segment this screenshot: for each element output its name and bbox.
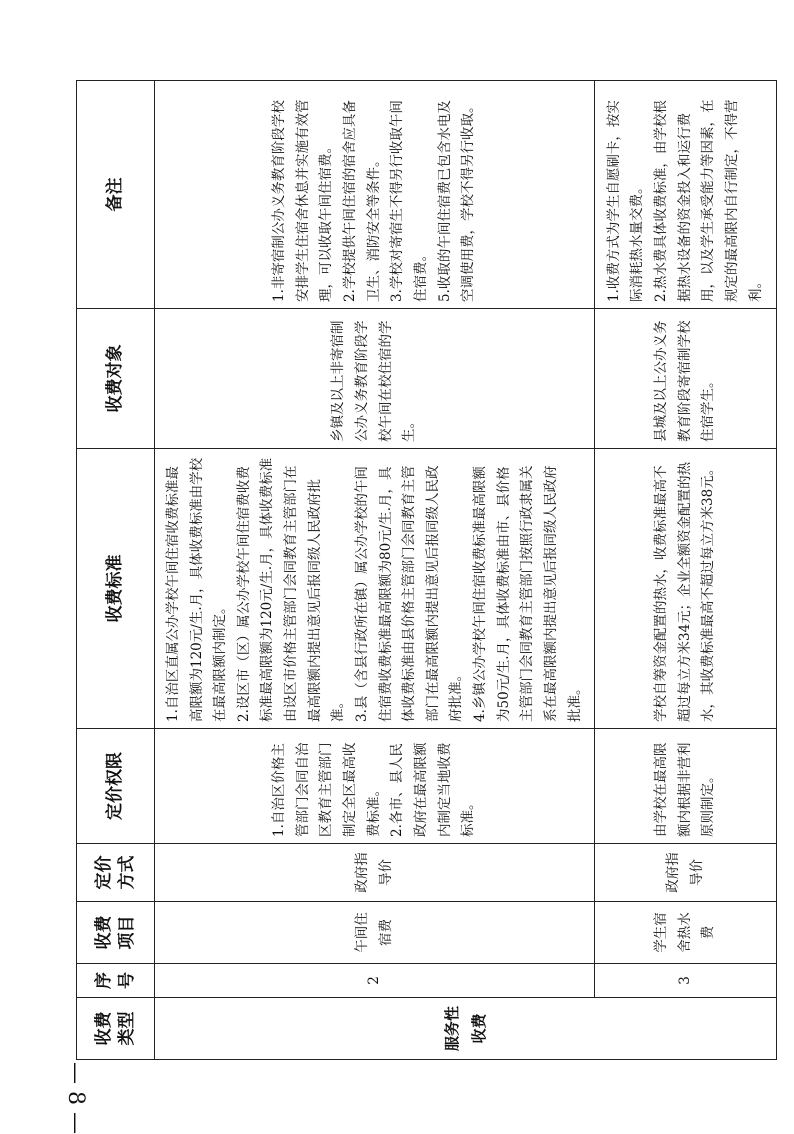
- remarks-text: 1.收费方式为学生自愿刷卡，按实际消耗热水量交费。: [605, 100, 646, 302]
- standard-text: 1.自治区直属公办学校午间住宿收费标准最高限额为120元/生.月，具体收费标准由学校在最高限额内制定。: [164, 457, 229, 722]
- header-pricing-mode: 定价方式: [77, 844, 155, 902]
- remarks-text: 1.非寄宿制公办义务教育阶段学校安排学生住宿舍休息并实施有效管理，可以收取午间住宿费。: [271, 99, 335, 302]
- header-standard: 收费标准: [77, 449, 155, 729]
- remarks-cell: [155, 81, 595, 309]
- standard-text: 4.乡镇公办学校午间住宿收费标准最高限额为50元/生.月，具体收费标准由市、县价格主管部门会同教育主管部门按照行政隶属关系在最高限额内提出意见后报同级人民政府批准。: [472, 465, 583, 722]
- remarks-text: 2.热水费具体收费标准，由学校根据热水设备的资金投入和运行费用，以及学生承受能力等因素，在规定的最高限内自行制定，不得营利。: [653, 99, 764, 302]
- authority-cell: [155, 729, 595, 844]
- standard-text: 3.县（含县行政所在镇）属公办学校的午间住宿费收费标准最高限额为80元/生.月，具体收费标准由县价格主管部门会同教育主管部门在最高限额内提出意见后报同级人民政府批准。: [353, 465, 465, 722]
- target-cell: 乡镇及以上非寄宿制公办义务教育阶段学校午间在校住宿的学生。: [155, 309, 595, 449]
- remarks-text: 2.学校提供午间住宿的宿舍应具备卫生、消防安全等条件。: [342, 100, 382, 302]
- authority-text: 2.各市、县人民政府在最高限额内制定当地收费标准。: [389, 742, 477, 837]
- authority-cell: [595, 729, 777, 844]
- standard-cell: [595, 449, 777, 729]
- remarks-cell: [595, 81, 777, 309]
- authority-text: 由学校在最高限额内根据非营利原则制定。: [653, 742, 717, 837]
- table-row: [595, 81, 777, 1060]
- table-row: [155, 81, 595, 1060]
- remarks-text: 3.学校对寄宿生不得另行收取午间住宿费。: [389, 100, 429, 302]
- fee-type-value: 服务性收费: [442, 1006, 488, 1052]
- pricing-mode-cell: 政府指导价: [595, 844, 777, 902]
- pricing-mode-cell: 政府指导价: [155, 844, 595, 902]
- fee-standard-table: [76, 80, 777, 1060]
- standard-cell: [155, 449, 595, 729]
- seq-cell: 3: [595, 964, 777, 998]
- target-cell: 县城及以上公办义务教育阶段寄宿制学校住宿学生。: [595, 309, 777, 449]
- remarks-text: 5.收取的午间住宿费已包含水电及空调使用费，学校不得另行收取。: [436, 99, 477, 302]
- rotated-fee-table-sheet: [76, 80, 776, 1060]
- page-number: — 8 —: [63, 1062, 88, 1134]
- header-remarks: 备注: [77, 81, 155, 309]
- table-header-row: [77, 81, 155, 1060]
- header-seq: 序号: [77, 964, 155, 998]
- header-item: 收费项目: [77, 902, 155, 964]
- item-cell: 学生宿舍热水费: [595, 902, 777, 964]
- header-target: 收费对象: [77, 309, 155, 449]
- header-pricing-authority: 定价权限: [77, 729, 155, 844]
- standard-text: 学校自筹资金配置的热水，收费标准最高不超过每立方米34元；企业全额资金配置的热水，其收费标准最高不超过每立方米38元。: [653, 461, 717, 722]
- seq-cell: 2: [155, 964, 595, 998]
- header-fee-type: 收费类型: [77, 998, 155, 1060]
- standard-text: 2.设区市（区）属公办学校午间住宿费收费标准最高限额为120元/生.月，具体收费标准由设区市价格主管部门会同教育主管部门在最高限额内提出意见后报同级人民政府批准。: [235, 457, 347, 722]
- authority-text: 1.自治区价格主管部门会同自治区教育主管部门制定全区最高收费标准。: [271, 742, 382, 837]
- item-cell: 午间住宿费: [155, 902, 595, 964]
- fee-type-cell: [155, 998, 777, 1060]
